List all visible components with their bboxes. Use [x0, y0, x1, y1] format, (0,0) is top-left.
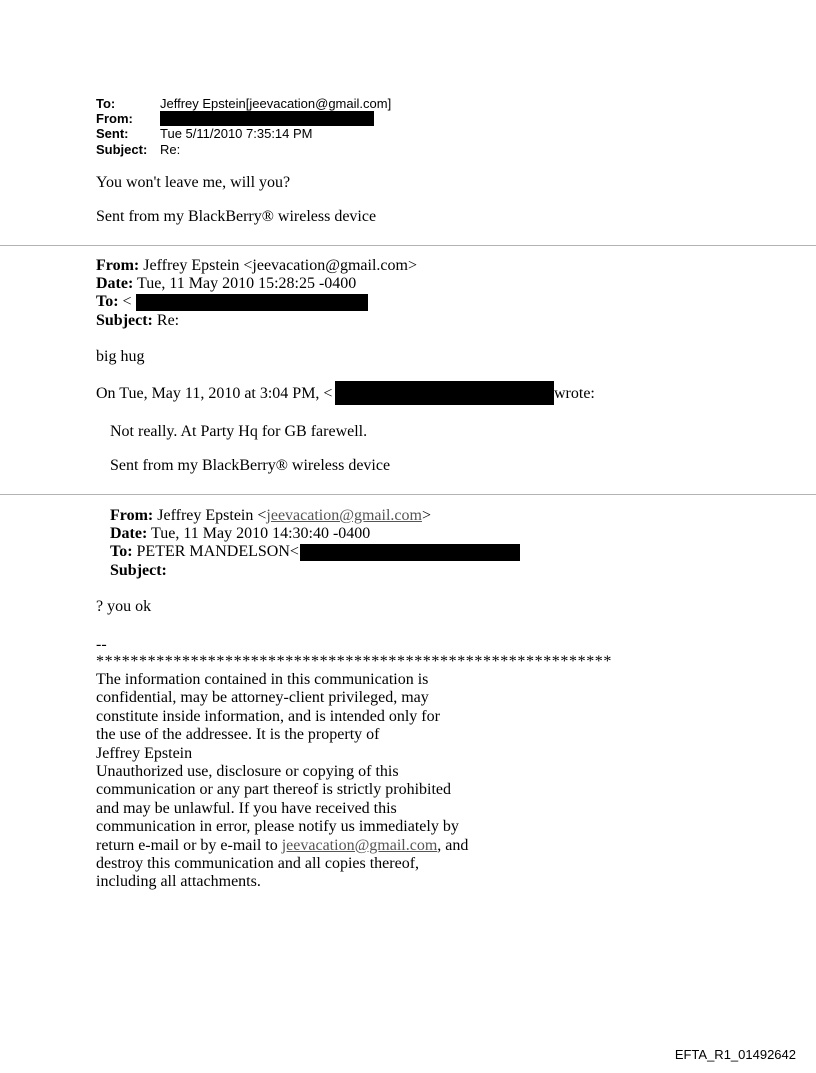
disclaimer-line: Jeffrey Epstein	[96, 744, 193, 762]
star-separator: ************************************************************	[96, 653, 612, 670]
document-id: EFTA_R1_01492642	[674, 1047, 796, 1062]
reply1-date	[96, 275, 356, 293]
reply2-from-label: From:	[110, 507, 154, 524]
reply2-date-value: Tue, 11 May 2010 14:30:40 -0400	[151, 525, 371, 542]
reply1-from	[96, 257, 417, 275]
disclaimer-line	[96, 837, 516, 855]
disclaimer	[96, 671, 516, 892]
message-body: You won't leave me, will you?	[96, 174, 291, 191]
reply1-date-value: Tue, 11 May 2010 15:28:25 -0400	[137, 275, 357, 292]
reply2-subject	[110, 562, 167, 580]
reply2-date-label: Date:	[110, 525, 148, 542]
reply1-subject	[96, 312, 179, 330]
disclaimer-line: The information contained in this communication is	[96, 671, 429, 688]
message-signature: Sent from my BlackBerry® wireless device	[96, 208, 377, 225]
reply1-from-label: From:	[96, 257, 140, 274]
to-value: Jeffrey Epstein[jeevacation@gmail.com]	[160, 96, 392, 111]
quote-wrote: wrote:	[554, 385, 595, 402]
reply1-to-label: To:	[96, 293, 119, 310]
from-label: From:	[96, 111, 133, 126]
redaction-box	[136, 294, 368, 311]
reply1-to	[96, 293, 132, 311]
reply2-to-label: To:	[110, 543, 133, 560]
subject-value: Re:	[160, 142, 181, 157]
reply1-from-value: Jeffrey Epstein <jeevacation@gmail.com>	[143, 257, 417, 274]
disclaimer-line-suffix: , and	[437, 836, 469, 854]
reply2-date	[110, 525, 370, 543]
divider	[0, 245, 816, 246]
disclaimer-line: Unauthorized use, disclosure or copying of this	[96, 763, 399, 781]
quoted-signature: Sent from my BlackBerry® wireless device	[110, 457, 391, 474]
disclaimer-email-link[interactable]: jeevacation@gmail.com	[281, 836, 438, 854]
reply2-from-prefix: Jeffrey Epstein <	[157, 507, 267, 524]
signature-dashes: --	[96, 636, 107, 653]
disclaimer-line-prefix: return e-mail or by e-mail to	[96, 836, 282, 854]
reply2-email-link[interactable]: jeevacation@gmail.com	[266, 507, 422, 524]
disclaimer-line: including all attachments.	[96, 873, 261, 891]
reply1-subject-value: Re:	[156, 312, 180, 329]
disclaimer-line: constitute inside information, and is intended only for	[96, 707, 440, 725]
reply2-subject-label: Subject:	[110, 562, 167, 579]
disclaimer-line: communication or any part thereof is strictly prohibited	[96, 781, 452, 799]
reply1-body: big hug	[96, 348, 145, 365]
disclaimer-line: destroy this communication and all copies thereof,	[96, 855, 420, 873]
sent-value: Tue 5/11/2010 7:35:14 PM	[160, 126, 313, 141]
subject-label: Subject:	[96, 142, 148, 157]
disclaimer-line: and may be unlawful. If you have received this	[96, 799, 397, 817]
sent-label-text: Sent:	[96, 126, 129, 141]
disclaimer-line: confidential, may be attorney-client privileged, may	[96, 689, 429, 707]
divider	[0, 494, 816, 495]
quote-intro: On Tue, May 11, 2010 at 3:04 PM, <	[96, 385, 333, 402]
redaction-box	[160, 111, 374, 126]
reply2-to-value: PETER MANDELSON<	[136, 543, 299, 560]
reply1-date-label: Date:	[96, 275, 134, 292]
redaction-box	[335, 381, 554, 405]
reply2-to	[110, 543, 299, 561]
disclaimer-line: communication in error, please notify us immediately by	[96, 818, 459, 836]
reply2-from	[110, 507, 431, 525]
reply2-body: ? you ok	[96, 598, 152, 615]
redaction-box	[300, 544, 520, 561]
quoted-body: Not really. At Party Hq for GB farewell.	[110, 423, 368, 440]
reply1-to-value: <	[122, 293, 132, 310]
disclaimer-line: the use of the addressee. It is the property of	[96, 726, 380, 744]
to-label: To:	[96, 96, 116, 111]
reply2-from-suffix: >	[421, 507, 431, 524]
reply1-subject-label: Subject:	[96, 312, 153, 329]
